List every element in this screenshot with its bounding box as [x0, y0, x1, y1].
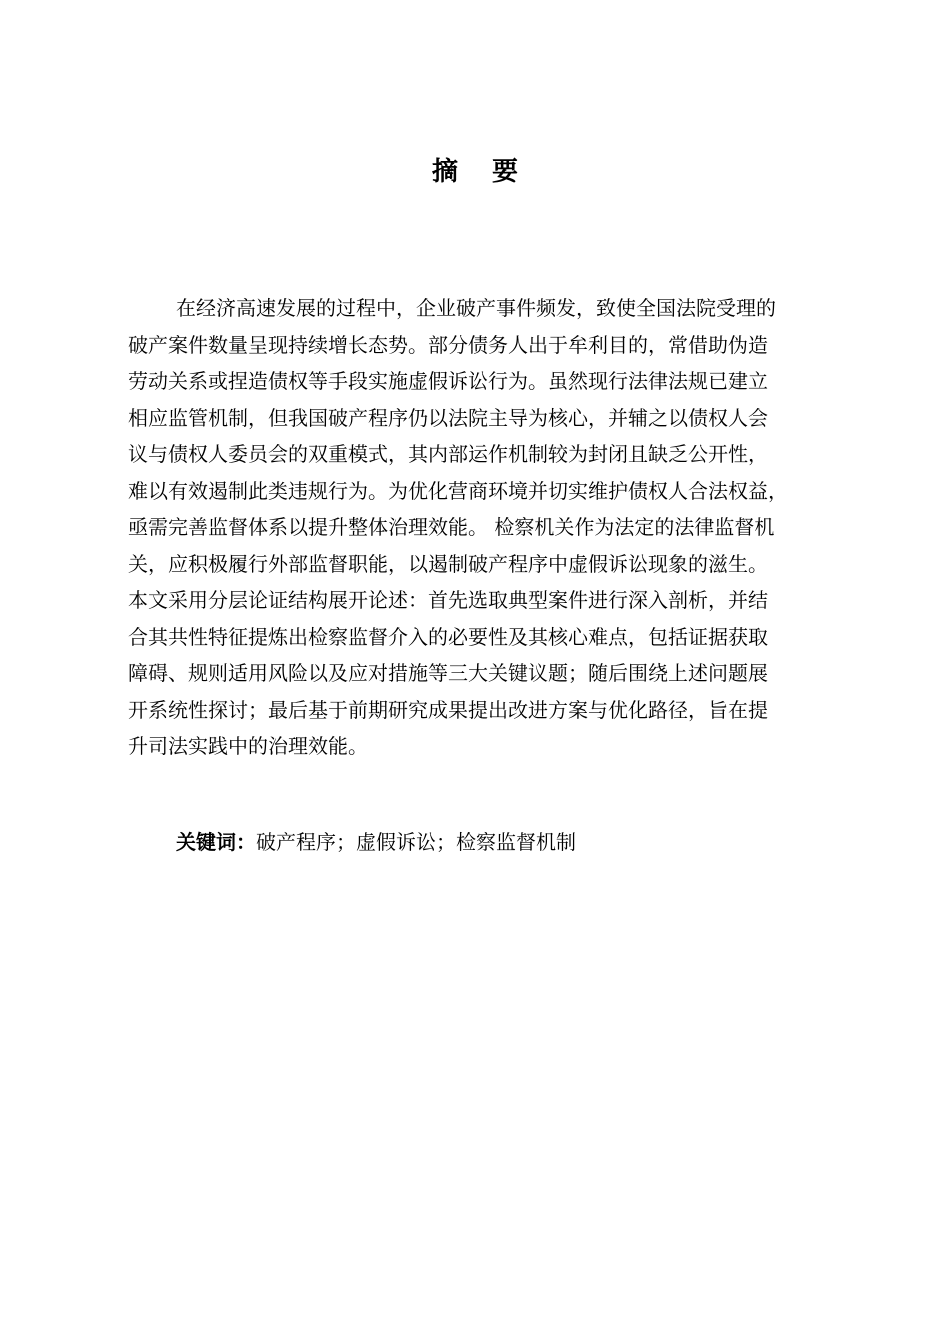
abstract-body	[128, 290, 862, 765]
abstract-line: 障碍、规则适用风险以及应对措施等三大关键议题；随后围绕上述问题展	[128, 661, 768, 685]
abstract-line: 劳动关系或捏造债权等手段实施虚假诉讼行为。虽然现行法律法规已建立	[128, 369, 768, 393]
keywords-label: 关键词：	[176, 830, 256, 854]
abstract-line: 开系统性探讨；最后基于前期研究成果提出改进方案与优化路径，旨在提	[128, 697, 768, 722]
abstract-line: 破产案件数量呈现持续增长态势。部分债务人出于牟利目的，常借助伪造	[128, 332, 768, 357]
abstract-line: 本文采用分层论证结构展开论述：首先选取典型案件进行深入剖析，并结	[128, 588, 768, 612]
abstract-line: 亟需完善监督体系以提升整体治理效能。 检察机关作为法定的法律监督机	[128, 515, 775, 539]
abstract-line: 难以有效遏制此类违规行为。为优化营商环境并切实维护债权人合法权益，	[128, 478, 788, 503]
abstract-line: 相应监管机制，但我国破产程序仍以法院主导为核心，并辅之以债权人会	[128, 405, 768, 430]
page-title	[0, 152, 950, 192]
abstract-line: 升司法实践中的治理效能。	[128, 734, 368, 758]
title-char-2: 要	[492, 157, 519, 187]
abstract-line: 在经济高速发展的过程中，企业破产事件频发，致使全国法院受理的	[176, 296, 776, 320]
title-char-1: 摘	[431, 157, 458, 187]
abstract-line: 合其共性特征提炼出检察监督介入的必要性及其核心难点，包括证据获取	[128, 624, 768, 649]
abstract-line: 关，应积极履行外部监督职能，以遏制破产程序中虚假诉讼现象的滋生。	[128, 551, 768, 576]
abstract-line: 议与债权人委员会的双重模式，其内部运作机制较为封闭且缺乏公开性，	[128, 442, 768, 466]
keywords-value: 破产程序；虚假诉讼；检察监督机制	[256, 830, 576, 854]
keywords-line	[176, 824, 856, 860]
